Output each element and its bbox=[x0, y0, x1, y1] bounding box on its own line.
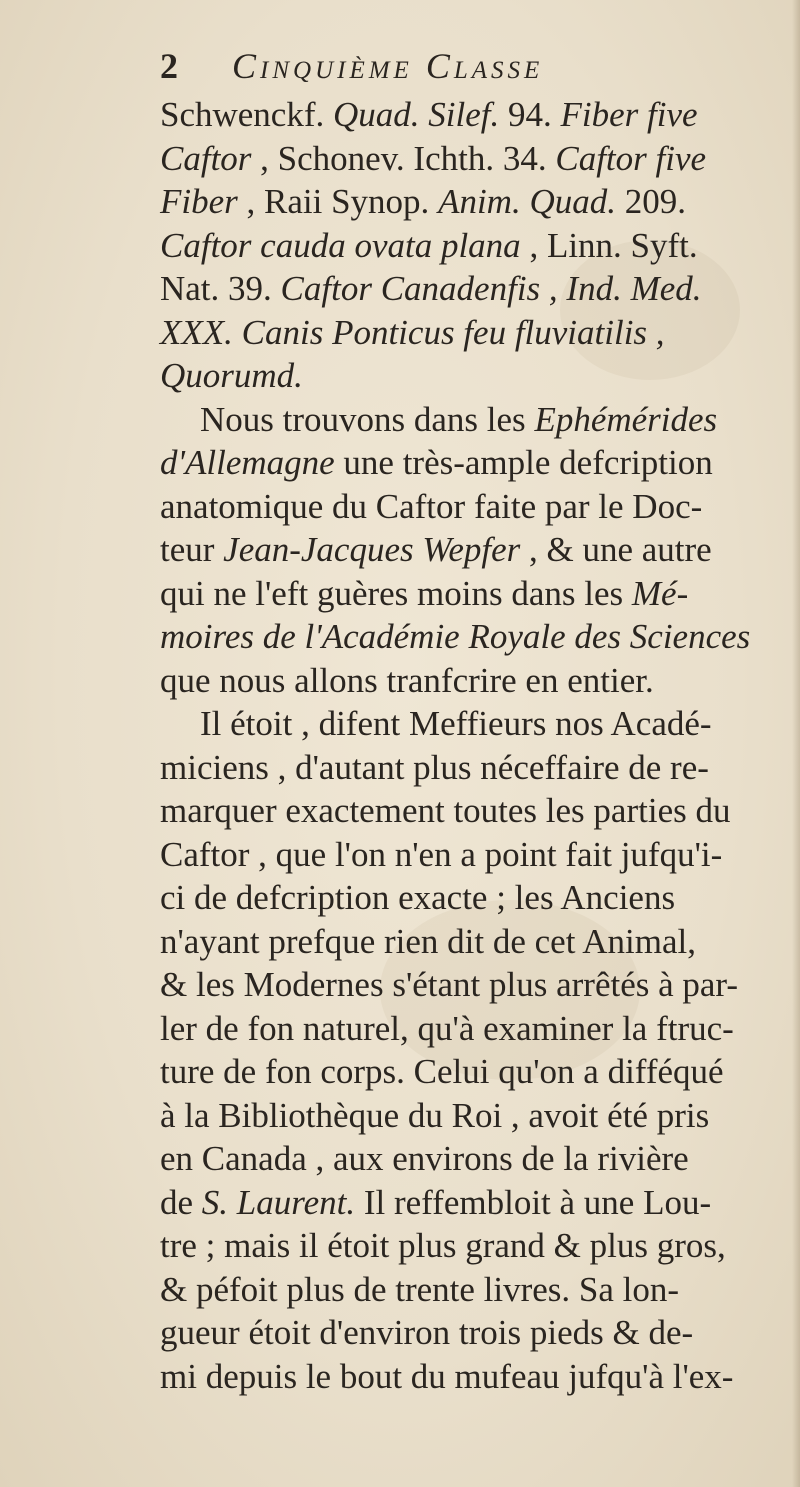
text-run: qui ne l'eft guères moins dans les bbox=[160, 573, 632, 613]
body-text bbox=[160, 93, 790, 1398]
page-header bbox=[160, 40, 720, 92]
text-line bbox=[160, 572, 790, 616]
text-run: teur bbox=[160, 530, 224, 569]
text-run: & les Modernes s'étant plus arrêtés à par- bbox=[160, 965, 739, 1004]
text-run: marquer exactement toutes les parties du bbox=[160, 791, 731, 830]
text-line bbox=[160, 311, 790, 355]
italic-text: Quad. Silef. bbox=[333, 95, 500, 134]
text-run: anatomique du Caftor faite par le Doc- bbox=[160, 486, 703, 526]
text-line bbox=[160, 354, 790, 398]
italic-text: Quorumd. bbox=[160, 356, 303, 395]
text-line bbox=[160, 876, 790, 920]
text-run: à la Bibliothèque du Roi , avoit été pris bbox=[160, 1095, 710, 1135]
text-line bbox=[160, 1137, 790, 1181]
italic-text: Caftor bbox=[160, 138, 252, 178]
text-line bbox=[160, 659, 790, 703]
text-run: Nat. 39. bbox=[160, 269, 281, 308]
text-line bbox=[160, 746, 790, 790]
text-run: que nous allons tranfcrire en entier. bbox=[160, 660, 654, 700]
italic-text: Caftor five bbox=[555, 138, 707, 178]
text-line bbox=[160, 920, 790, 964]
text-line bbox=[160, 1181, 790, 1225]
text-line bbox=[160, 1224, 790, 1268]
text-run: gueur étoit d'environ trois pieds & de- bbox=[160, 1313, 694, 1352]
italic-text: Fiber five bbox=[560, 95, 698, 134]
text-run: Il étoit , difent Meffieurs nos Acadé- bbox=[200, 704, 712, 743]
text-line bbox=[160, 702, 790, 746]
page-number: 2 bbox=[160, 46, 178, 86]
italic-text: d'Allemagne bbox=[160, 443, 335, 482]
text-line bbox=[160, 615, 790, 659]
text-line bbox=[160, 1050, 790, 1094]
text-run: Il reffembloit à une Lou- bbox=[355, 1182, 712, 1222]
text-run: n'ayant prefque rien dit de cet Animal, bbox=[160, 921, 696, 961]
text-run: , Schonev. Ichth. 34. bbox=[251, 138, 556, 178]
italic-text: XXX. Canis Ponticus feu fluviatilis , bbox=[160, 312, 665, 352]
italic-text: moires de l'Académie Royale des Sciences bbox=[160, 617, 751, 656]
italic-text: Caftor cauda ovata plana bbox=[160, 225, 521, 265]
text-run: en Canada , aux environs de la rivière bbox=[160, 1139, 689, 1178]
text-line bbox=[160, 441, 790, 485]
text-line bbox=[160, 963, 790, 1007]
text-run: 209. bbox=[615, 182, 686, 221]
text-run: ler de fon naturel, qu'à examiner la ftruc- bbox=[160, 1008, 734, 1048]
text-run: Schwenckf. bbox=[160, 95, 334, 134]
text-run: tre ; mais il étoit plus grand & plus gros, bbox=[160, 1226, 726, 1265]
text-line bbox=[160, 267, 790, 311]
text-line bbox=[160, 398, 790, 442]
italic-text: S. Laurent. bbox=[201, 1182, 356, 1222]
text-line bbox=[160, 1268, 790, 1312]
text-run: Caftor , que l'on n'en a point fait jufqu'i- bbox=[160, 834, 723, 874]
text-run: 94. bbox=[499, 95, 561, 134]
text-line bbox=[160, 789, 790, 833]
text-line bbox=[160, 93, 790, 137]
text-line bbox=[160, 1007, 790, 1051]
text-line bbox=[160, 528, 790, 572]
text-run: , Raii Synop. bbox=[237, 182, 439, 221]
text-line bbox=[160, 833, 790, 877]
text-run: ture de fon corps. Celui qu'on a difféqué bbox=[160, 1052, 724, 1091]
text-run: miciens , d'autant plus néceffaire de re- bbox=[160, 747, 709, 787]
text-line bbox=[160, 180, 790, 224]
running-head: Cinquième Classe bbox=[232, 46, 544, 86]
text-run: Nous trouvons dans les bbox=[200, 399, 535, 439]
text-run: de bbox=[160, 1182, 202, 1222]
text-line bbox=[160, 1094, 790, 1138]
italic-text: Jean-Jacques Wepfer bbox=[223, 530, 521, 569]
text-run: mi depuis le bout du mufeau jufqu'à l'ex- bbox=[160, 1356, 734, 1396]
text-run: , Linn. Syft. bbox=[520, 225, 698, 265]
text-line bbox=[160, 485, 790, 529]
text-run: & péfoit plus de trente livres. Sa lon- bbox=[160, 1269, 680, 1309]
italic-text: Ephémérides bbox=[534, 399, 718, 439]
text-line bbox=[160, 1355, 790, 1399]
italic-text: Mé- bbox=[631, 573, 689, 613]
text-line bbox=[160, 224, 790, 268]
italic-text: Fiber bbox=[160, 182, 238, 221]
text-run: , & une autre bbox=[520, 530, 712, 569]
italic-text: Anim. Quad. bbox=[438, 182, 616, 221]
page-edge-shadow bbox=[792, 0, 800, 1487]
italic-text: Caftor Canadenfis , Ind. Med. bbox=[280, 269, 702, 308]
text-run: une très-ample defcription bbox=[334, 443, 713, 482]
text-line bbox=[160, 137, 790, 181]
text-line bbox=[160, 1311, 790, 1355]
text-run: ci de defcription exacte ; les Anciens bbox=[160, 878, 676, 917]
